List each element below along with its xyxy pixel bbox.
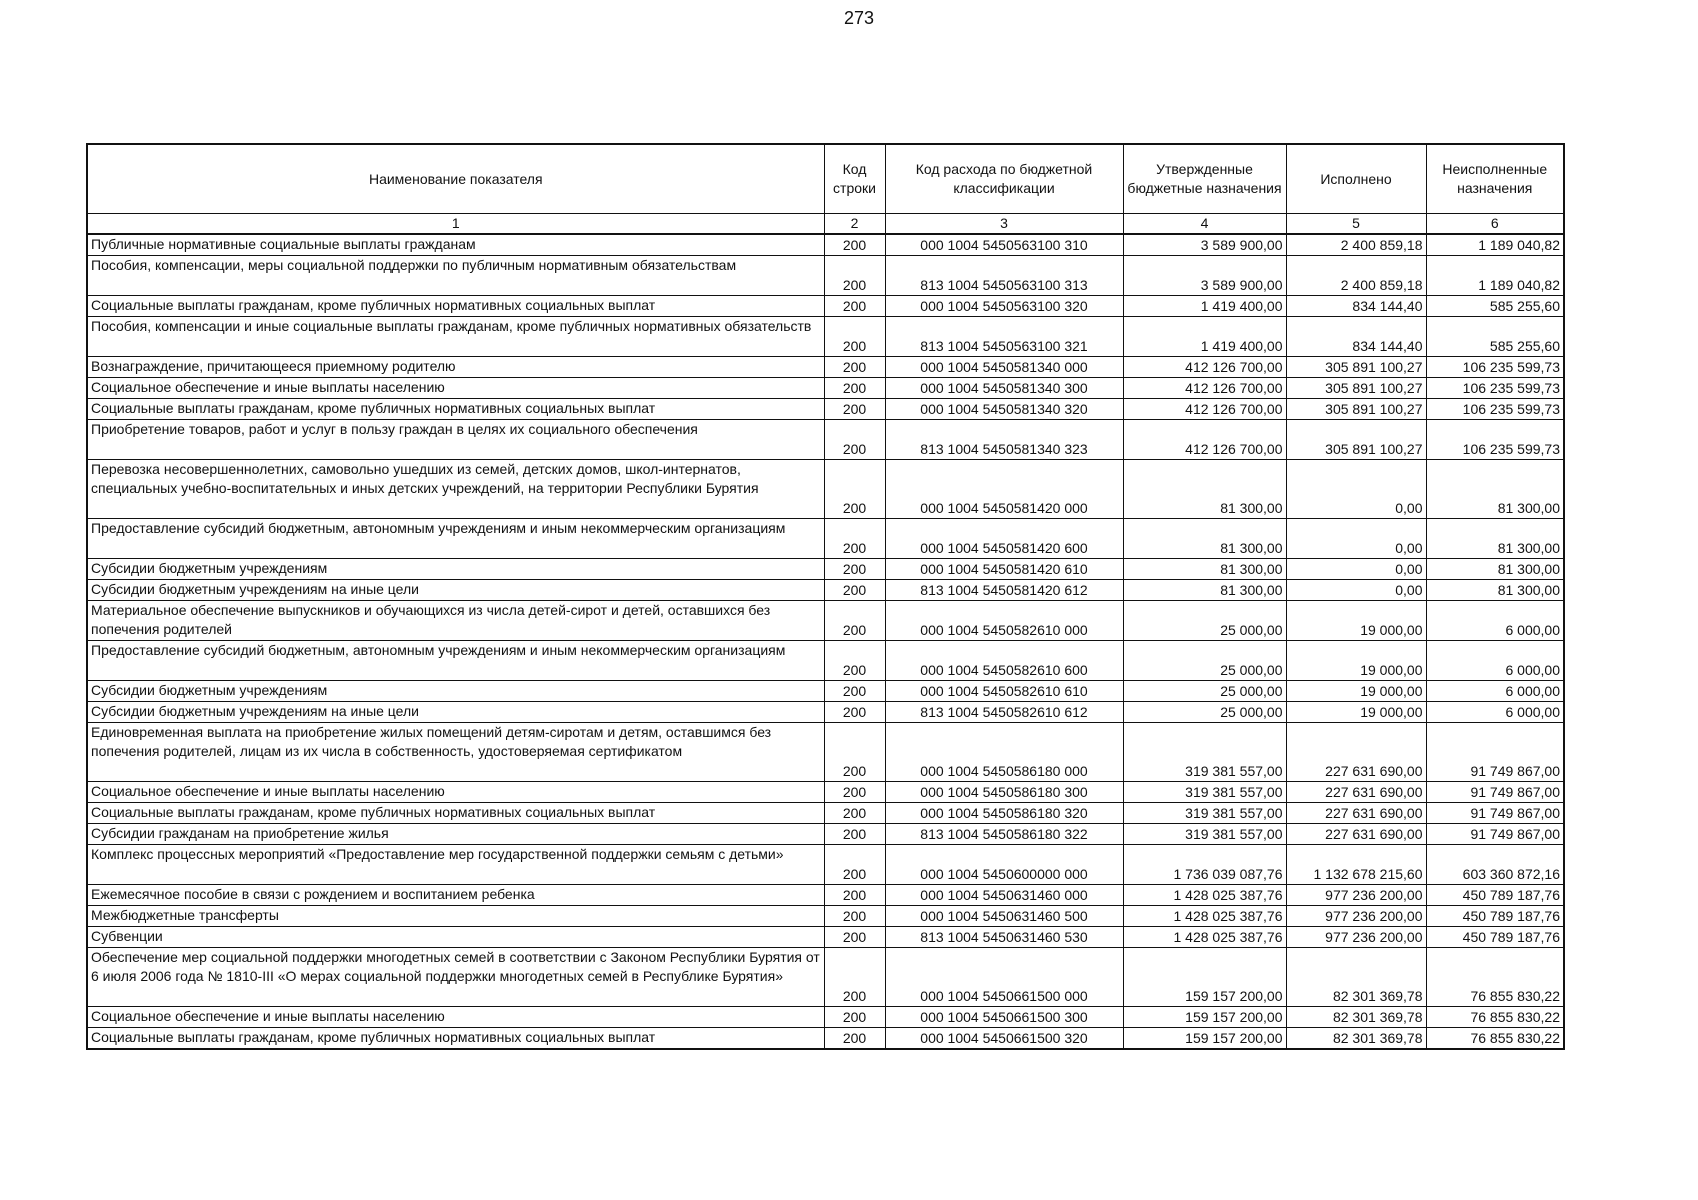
table-row [87, 1007, 1564, 1028]
row-approved: 412 126 700,00 [1123, 420, 1286, 460]
row-kbk: 813 1004 5450582610 612 [885, 702, 1123, 723]
table-row [87, 519, 1564, 559]
row-name: Приобретение товаров, работ и услуг в пользу граждан в целях их социального обеспечения [87, 420, 824, 460]
row-kbk: 000 1004 5450581340 320 [885, 399, 1123, 420]
header-name: Наименование показателя [87, 144, 824, 214]
row-kbk: 000 1004 5450581340 300 [885, 378, 1123, 399]
row-approved: 319 381 557,00 [1123, 723, 1286, 782]
table-row [87, 460, 1564, 519]
row-unexecuted: 450 789 187,76 [1426, 906, 1564, 927]
row-executed: 19 000,00 [1286, 601, 1426, 641]
row-line-code: 200 [824, 317, 885, 357]
row-line-code: 200 [824, 681, 885, 702]
row-kbk: 000 1004 5450631460 500 [885, 906, 1123, 927]
row-unexecuted: 6 000,00 [1426, 641, 1564, 681]
row-kbk: 000 1004 5450631460 000 [885, 885, 1123, 906]
row-kbk: 000 1004 5450586180 300 [885, 782, 1123, 803]
row-unexecuted: 91 749 867,00 [1426, 803, 1564, 824]
row-unexecuted: 76 855 830,22 [1426, 948, 1564, 1007]
row-line-code: 200 [824, 702, 885, 723]
row-unexecuted: 106 235 599,73 [1426, 378, 1564, 399]
row-kbk: 813 1004 5450563100 313 [885, 256, 1123, 296]
table-row [87, 681, 1564, 702]
row-approved: 1 736 039 087,76 [1123, 845, 1286, 885]
table-row [87, 296, 1564, 317]
header-line-code: Код строки [824, 144, 885, 214]
row-line-code: 200 [824, 885, 885, 906]
row-line-code: 200 [824, 782, 885, 803]
row-executed: 227 631 690,00 [1286, 803, 1426, 824]
row-line-code: 200 [824, 824, 885, 845]
table-header [87, 144, 1564, 214]
row-executed: 19 000,00 [1286, 641, 1426, 681]
row-unexecuted: 106 235 599,73 [1426, 399, 1564, 420]
row-approved: 25 000,00 [1123, 681, 1286, 702]
row-kbk: 813 1004 5450581340 323 [885, 420, 1123, 460]
row-name: Социальные выплаты гражданам, кроме публичных нормативных социальных выплат [87, 803, 824, 824]
row-approved: 81 300,00 [1123, 559, 1286, 580]
row-kbk: 000 1004 5450563100 320 [885, 296, 1123, 317]
table-row [87, 420, 1564, 460]
row-unexecuted: 81 300,00 [1426, 559, 1564, 580]
row-approved: 81 300,00 [1123, 519, 1286, 559]
row-unexecuted: 81 300,00 [1426, 580, 1564, 601]
row-approved: 412 126 700,00 [1123, 378, 1286, 399]
row-approved: 25 000,00 [1123, 641, 1286, 681]
row-line-code: 200 [824, 234, 885, 256]
row-approved: 25 000,00 [1123, 601, 1286, 641]
row-name: Субсидии бюджетным учреждениям на иные цели [87, 702, 824, 723]
column-number: 4 [1123, 214, 1286, 235]
row-executed: 977 236 200,00 [1286, 906, 1426, 927]
page-number: 273 [843, 8, 875, 28]
row-unexecuted: 6 000,00 [1426, 702, 1564, 723]
row-line-code: 200 [824, 580, 885, 601]
row-name: Социальное обеспечение и иные выплаты населению [87, 378, 824, 399]
row-approved: 3 589 900,00 [1123, 256, 1286, 296]
row-approved: 1 428 025 387,76 [1123, 885, 1286, 906]
column-number: 5 [1286, 214, 1426, 235]
row-executed: 2 400 859,18 [1286, 256, 1426, 296]
row-name: Социальные выплаты гражданам, кроме публичных нормативных социальных выплат [87, 399, 824, 420]
header-approved: Утвержденные бюджетные назначения [1123, 144, 1286, 214]
table-row [87, 580, 1564, 601]
row-kbk: 000 1004 5450600000 000 [885, 845, 1123, 885]
row-executed: 305 891 100,27 [1286, 420, 1426, 460]
row-executed: 227 631 690,00 [1286, 824, 1426, 845]
row-name: Вознаграждение, причитающееся приемному родителю [87, 357, 824, 378]
row-kbk: 000 1004 5450661500 300 [885, 1007, 1123, 1028]
row-kbk: 000 1004 5450661500 320 [885, 1028, 1123, 1050]
row-unexecuted: 6 000,00 [1426, 681, 1564, 702]
row-unexecuted: 585 255,60 [1426, 317, 1564, 357]
table-row [87, 234, 1564, 256]
row-line-code: 200 [824, 420, 885, 460]
row-executed: 82 301 369,78 [1286, 1007, 1426, 1028]
row-name: Обеспечение мер социальной поддержки многодетных семей в соответствии с Законом Республики Бурятия от 6 июля 2006 года № 1810-III «О мерах социальной поддержки многодетных семей в Республике Бурятия» [87, 948, 824, 1007]
row-kbk: 813 1004 5450631460 530 [885, 927, 1123, 948]
table-row [87, 948, 1564, 1007]
row-executed: 305 891 100,27 [1286, 399, 1426, 420]
row-name: Субсидии бюджетным учреждениям [87, 681, 824, 702]
row-line-code: 200 [824, 399, 885, 420]
table-row [87, 357, 1564, 378]
row-unexecuted: 585 255,60 [1426, 296, 1564, 317]
row-kbk: 000 1004 5450581420 610 [885, 559, 1123, 580]
table-row [87, 317, 1564, 357]
table-row [87, 845, 1564, 885]
row-approved: 319 381 557,00 [1123, 824, 1286, 845]
row-unexecuted: 106 235 599,73 [1426, 420, 1564, 460]
table-row [87, 601, 1564, 641]
row-line-code: 200 [824, 460, 885, 519]
header-unexecuted: Неисполненные назначения [1426, 144, 1564, 214]
row-name: Субвенции [87, 927, 824, 948]
row-line-code: 200 [824, 948, 885, 1007]
row-line-code: 200 [824, 1028, 885, 1050]
row-approved: 319 381 557,00 [1123, 782, 1286, 803]
row-line-code: 200 [824, 559, 885, 580]
table-row [87, 803, 1564, 824]
row-name: Публичные нормативные социальные выплаты гражданам [87, 234, 824, 256]
row-kbk: 000 1004 5450582610 600 [885, 641, 1123, 681]
row-executed: 0,00 [1286, 559, 1426, 580]
row-kbk: 000 1004 5450582610 610 [885, 681, 1123, 702]
row-unexecuted: 76 855 830,22 [1426, 1028, 1564, 1050]
row-name: Предоставление субсидий бюджетным, автономным учреждениям и иным некоммерческим организациям [87, 641, 824, 681]
table-row [87, 641, 1564, 681]
row-executed: 227 631 690,00 [1286, 782, 1426, 803]
row-unexecuted: 91 749 867,00 [1426, 723, 1564, 782]
row-name: Пособия, компенсации и иные социальные выплаты гражданам, кроме публичных нормативных обязательств [87, 317, 824, 357]
table-body [87, 214, 1564, 1050]
row-executed: 0,00 [1286, 460, 1426, 519]
row-executed: 0,00 [1286, 519, 1426, 559]
row-line-code: 200 [824, 845, 885, 885]
row-line-code: 200 [824, 641, 885, 681]
row-unexecuted: 6 000,00 [1426, 601, 1564, 641]
table-row [87, 256, 1564, 296]
row-approved: 159 157 200,00 [1123, 1028, 1286, 1050]
row-name: Материальное обеспечение выпускников и обучающихся из числа детей-сирот и детей, оставшихся без попечения родителей [87, 601, 824, 641]
row-kbk: 000 1004 5450586180 000 [885, 723, 1123, 782]
table-row [87, 723, 1564, 782]
row-name: Социальное обеспечение и иные выплаты населению [87, 782, 824, 803]
row-kbk: 813 1004 5450563100 321 [885, 317, 1123, 357]
row-unexecuted: 1 189 040,82 [1426, 234, 1564, 256]
column-number: 3 [885, 214, 1123, 235]
row-executed: 834 144,40 [1286, 296, 1426, 317]
row-kbk: 000 1004 5450586180 320 [885, 803, 1123, 824]
row-line-code: 200 [824, 601, 885, 641]
row-unexecuted: 603 360 872,16 [1426, 845, 1564, 885]
row-name: Социальные выплаты гражданам, кроме публичных нормативных социальных выплат [87, 1028, 824, 1050]
row-kbk: 000 1004 5450581340 000 [885, 357, 1123, 378]
row-kbk: 000 1004 5450582610 000 [885, 601, 1123, 641]
row-unexecuted: 91 749 867,00 [1426, 824, 1564, 845]
row-unexecuted: 81 300,00 [1426, 519, 1564, 559]
row-approved: 81 300,00 [1123, 460, 1286, 519]
row-line-code: 200 [824, 906, 885, 927]
row-kbk: 000 1004 5450581420 600 [885, 519, 1123, 559]
row-line-code: 200 [824, 1007, 885, 1028]
row-unexecuted: 81 300,00 [1426, 460, 1564, 519]
row-approved: 25 000,00 [1123, 702, 1286, 723]
row-executed: 305 891 100,27 [1286, 357, 1426, 378]
row-executed: 1 132 678 215,60 [1286, 845, 1426, 885]
row-kbk: 813 1004 5450581420 612 [885, 580, 1123, 601]
row-executed: 82 301 369,78 [1286, 948, 1426, 1007]
row-approved: 412 126 700,00 [1123, 357, 1286, 378]
row-unexecuted: 1 189 040,82 [1426, 256, 1564, 296]
row-executed: 0,00 [1286, 580, 1426, 601]
row-unexecuted: 450 789 187,76 [1426, 927, 1564, 948]
row-executed: 977 236 200,00 [1286, 927, 1426, 948]
row-line-code: 200 [824, 357, 885, 378]
row-line-code: 200 [824, 803, 885, 824]
row-name: Комплекс процессных мероприятий «Предоставление мер государственной поддержки семьям с детьми» [87, 845, 824, 885]
row-line-code: 200 [824, 927, 885, 948]
row-name: Субсидии бюджетным учреждениям на иные цели [87, 580, 824, 601]
table-row [87, 378, 1564, 399]
table-row [87, 824, 1564, 845]
column-number: 6 [1426, 214, 1564, 235]
row-kbk: 000 1004 5450563100 310 [885, 234, 1123, 256]
row-unexecuted: 450 789 187,76 [1426, 885, 1564, 906]
table-row [87, 702, 1564, 723]
column-number-row [87, 214, 1564, 235]
row-approved: 159 157 200,00 [1123, 1007, 1286, 1028]
row-executed: 227 631 690,00 [1286, 723, 1426, 782]
row-line-code: 200 [824, 256, 885, 296]
row-executed: 977 236 200,00 [1286, 885, 1426, 906]
row-name: Межбюджетные трансферты [87, 906, 824, 927]
row-approved: 159 157 200,00 [1123, 948, 1286, 1007]
row-kbk: 813 1004 5450586180 322 [885, 824, 1123, 845]
row-approved: 1 419 400,00 [1123, 296, 1286, 317]
row-name: Пособия, компенсации, меры социальной поддержки по публичным нормативным обязательствам [87, 256, 824, 296]
row-approved: 1 419 400,00 [1123, 317, 1286, 357]
row-name: Субсидии бюджетным учреждениям [87, 559, 824, 580]
row-approved: 3 589 900,00 [1123, 234, 1286, 256]
row-name: Социальное обеспечение и иные выплаты населению [87, 1007, 824, 1028]
row-approved: 1 428 025 387,76 [1123, 906, 1286, 927]
row-unexecuted: 106 235 599,73 [1426, 357, 1564, 378]
row-approved: 1 428 025 387,76 [1123, 927, 1286, 948]
row-executed: 82 301 369,78 [1286, 1028, 1426, 1050]
table-row [87, 906, 1564, 927]
table-row [87, 927, 1564, 948]
table-row [87, 782, 1564, 803]
table-row [87, 399, 1564, 420]
header-kbk: Код расхода по бюджетной классификации [885, 144, 1123, 214]
row-executed: 305 891 100,27 [1286, 378, 1426, 399]
row-kbk: 000 1004 5450661500 000 [885, 948, 1123, 1007]
row-line-code: 200 [824, 296, 885, 317]
row-line-code: 200 [824, 378, 885, 399]
column-number: 2 [824, 214, 885, 235]
row-name: Единовременная выплата на приобретение жилых помещений детям-сиротам и детям, оставшимся без попечения родителей, лицам из их числа в собственность, удостоверяемая сертификатом [87, 723, 824, 782]
row-approved: 412 126 700,00 [1123, 399, 1286, 420]
row-executed: 834 144,40 [1286, 317, 1426, 357]
row-name: Социальные выплаты гражданам, кроме публичных нормативных социальных выплат [87, 296, 824, 317]
row-line-code: 200 [824, 519, 885, 559]
table-row [87, 559, 1564, 580]
header-executed: Исполнено [1286, 144, 1426, 214]
column-number: 1 [87, 214, 824, 235]
row-name: Предоставление субсидий бюджетным, автономным учреждениям и иным некоммерческим организациям [87, 519, 824, 559]
table-row [87, 885, 1564, 906]
row-unexecuted: 91 749 867,00 [1426, 782, 1564, 803]
row-name: Ежемесячное пособие в связи с рождением и воспитанием ребенка [87, 885, 824, 906]
row-executed: 2 400 859,18 [1286, 234, 1426, 256]
row-executed: 19 000,00 [1286, 681, 1426, 702]
budget-execution-table [86, 143, 1565, 1050]
row-kbk: 000 1004 5450581420 000 [885, 460, 1123, 519]
row-name: Перевозка несовершеннолетних, самовольно ушедших из семей, детских домов, школ-интернатов, специальных учебно-воспитательных и иных детских учреждений, на территории Республики Бурятия [87, 460, 824, 519]
row-name: Субсидии гражданам на приобретение жилья [87, 824, 824, 845]
row-approved: 319 381 557,00 [1123, 803, 1286, 824]
row-unexecuted: 76 855 830,22 [1426, 1007, 1564, 1028]
row-approved: 81 300,00 [1123, 580, 1286, 601]
row-executed: 19 000,00 [1286, 702, 1426, 723]
row-line-code: 200 [824, 723, 885, 782]
table-row [87, 1028, 1564, 1050]
